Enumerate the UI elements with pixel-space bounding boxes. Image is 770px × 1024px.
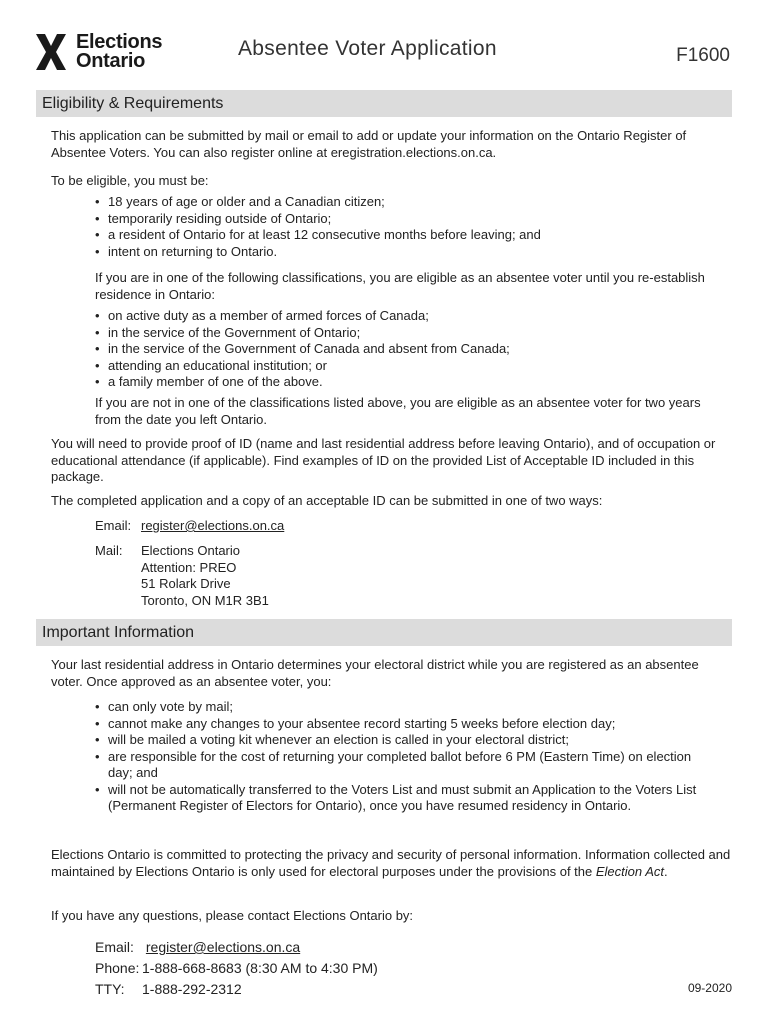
list-item: • attending an educational institution; or (95, 358, 715, 375)
x-logo-icon (34, 32, 68, 72)
important-intro: Your last residential address in Ontario determines your electoral district while you are registered as an absentee voter. Once approved as an absentee voter, you: (51, 657, 699, 689)
list-item: • can only vote by mail; (95, 699, 705, 716)
logo-line-2: Ontario (76, 50, 146, 72)
list-item: • intent on returning to Ontario. (95, 244, 715, 261)
phone-label: Phone: (95, 960, 140, 976)
contact-block (95, 937, 715, 1000)
list-item: • on active duty as a member of armed forces of Canada; (95, 308, 715, 325)
contact-tty-row (95, 979, 715, 1000)
page-header (30, 30, 740, 80)
eligibility-criteria-list (95, 194, 715, 260)
privacy-text-start: Elections Ontario is committed to protecting the privacy and security of personal information. Information collected and maintained by Elections Ontario is only used for electoral purposes under the provisions of the (51, 847, 731, 879)
list-item: • a family member of one of the above. (95, 374, 715, 391)
submit-ways-text: The completed application and a copy of an acceptable ID can be submitted in one of two ways: (51, 493, 603, 508)
election-act-title: Election Act (595, 863, 665, 879)
address-line: Elections Ontario (141, 543, 240, 558)
logo-wordmark (76, 33, 162, 71)
privacy-text-end: . (664, 863, 668, 879)
logo-line-1: Elections (76, 31, 163, 53)
list-item: • cannot make any changes to your absentee record starting 5 weeks before election day; (95, 716, 705, 733)
classifications-list (95, 308, 715, 391)
list-item: • are responsible for the cost of returning your completed ballot before 6 PM (Eastern Time) on election day; and (95, 749, 705, 782)
eligibility-heading: Eligibility & Requirements (36, 90, 732, 117)
address-line: 51 Rolark Drive (141, 576, 231, 591)
eligible-intro: To be eligible, you must be: (51, 173, 209, 188)
contact-email-row (95, 937, 715, 958)
tty-number: 1-888-292-2312 (142, 981, 242, 997)
list-item: • a resident of Ontario for at least 12 consecutive months before leaving; and (95, 227, 715, 244)
address-line: Toronto, ON M1R 3B1 (141, 592, 269, 608)
phone-number: 1-888-668-8683 (8:30 AM to 4:30 PM) (142, 960, 378, 976)
important-heading: Important Information (36, 619, 732, 646)
submit-mail-row (95, 543, 715, 609)
mailing-address (141, 543, 269, 609)
important-points-list (95, 699, 705, 815)
email-label: Email: (95, 518, 132, 533)
list-item: • in the service of the Government of Canada and absent from Canada; (95, 341, 715, 358)
submit-email-row (95, 518, 715, 535)
list-item: • will not be automatically transferred to the Voters List and must submit an Application to the Voters List (Permanent Register of Electors for Ontario), once you have resumed residency in Ontario. (95, 782, 705, 815)
page-title: Absentee Voter Application (238, 37, 497, 60)
contact-phone-row (95, 958, 715, 979)
contact-email-link[interactable]: register@elections.on.ca (145, 939, 301, 955)
proof-id-text: You will need to provide proof of ID (name and last residential address before leaving Ontario), and of occupation or educational attendance (if applicable). Find examples of ID on the provided List of Acceptable ID included in this package. (51, 436, 716, 484)
classification-intro: If you are in one of the following classifications, you are eligible as an absentee voter until you re-establish residence in Ontario: (95, 270, 705, 302)
form-number: F1600 (676, 45, 730, 66)
address-line: Attention: PREO (141, 559, 237, 575)
tty-label: TTY: (95, 981, 125, 997)
contact-email-label: Email: (95, 939, 134, 955)
eligibility-intro: This application can be submitted by mail or email to add or update your information on the Ontario Register of Absentee Voters. You can also register online at eregistration.elections.on.ca. (51, 128, 687, 160)
privacy-text (51, 847, 731, 880)
list-item: • 18 years of age or older and a Canadian citizen; (95, 194, 715, 211)
list-item: • temporarily residing outside of Ontario; (95, 211, 715, 228)
elections-ontario-logo (34, 32, 162, 72)
list-item: • in the service of the Government of Ontario; (95, 325, 715, 342)
revision-date: 09-2020 (687, 981, 732, 995)
not-classified-text: If you are not in one of the classifications listed above, you are eligible as an absentee voter for two years from the date you left Ontario. (95, 395, 701, 427)
questions-text: If you have any questions, please contact Elections Ontario by: (51, 908, 414, 923)
email-link[interactable]: register@elections.on.ca (141, 518, 285, 533)
mail-label: Mail: (95, 543, 123, 558)
list-item: • will be mailed a voting kit whenever an election is called in your electoral district; (95, 732, 705, 749)
